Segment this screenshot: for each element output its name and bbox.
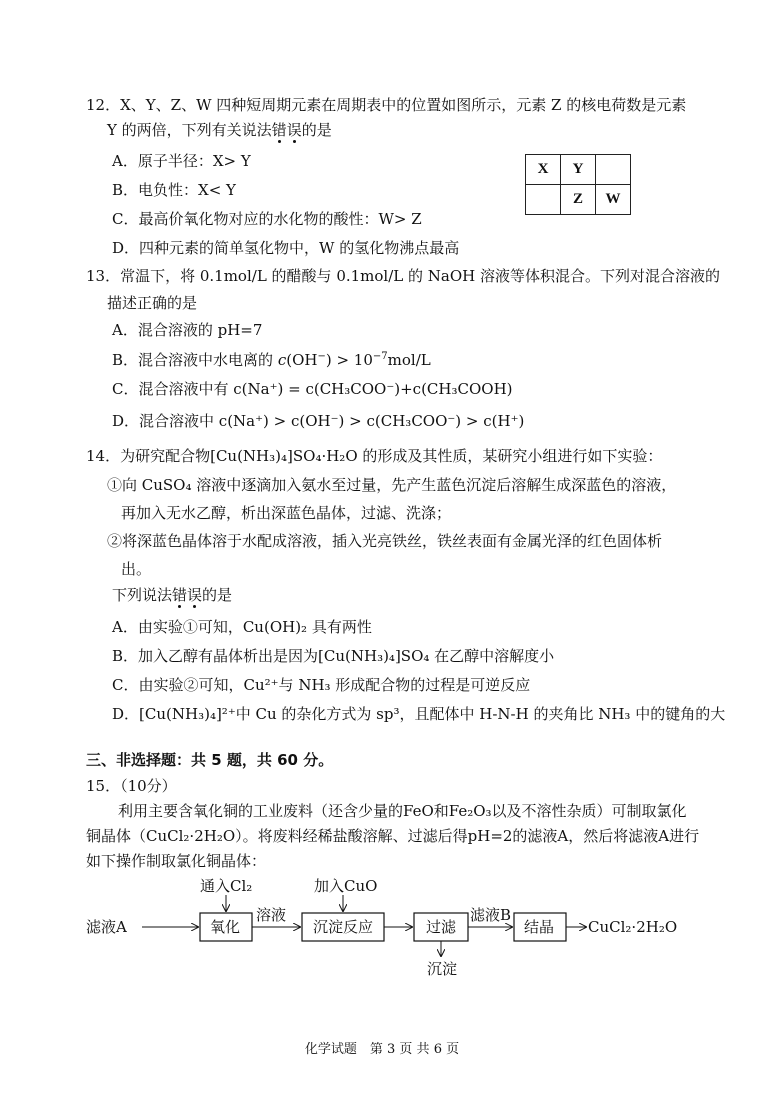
q12-option-b: B．电负性：X< Y: [112, 181, 236, 199]
q13-option-c: C．混合溶液中有 c(Na⁺) = c(CH₃COO⁻)+c(CH₃COOH): [112, 380, 513, 398]
cell-empty-1: [596, 155, 631, 185]
q13-b-oh: (OH: [286, 351, 318, 369]
q14-option-b: B．加入乙醇有晶体析出是因为[Cu(NH₃)₄]SO₄ 在乙醇中溶解度小: [112, 647, 555, 665]
q13-option-b: [112, 347, 431, 370]
q12-option-d: D．四种元素的简单氢化物中，W 的氢化物沸点最高: [112, 239, 460, 257]
cell-w: W: [596, 185, 631, 215]
q14-exp1-line2: 再加入无水乙醇，析出深蓝色晶体，过滤、洗涤；: [121, 504, 452, 522]
q13-option-d: D．混合溶液中 c(Na⁺) > c(OH⁻) > c(CH₃COO⁻) > c(H⁺): [112, 412, 525, 430]
cell-y: Y: [561, 155, 596, 185]
flow-input-cuo: 加入CuO: [314, 877, 378, 895]
flow-input-cl2: 通入Cl₂: [200, 877, 253, 895]
q13-b-minus: −: [317, 351, 326, 362]
cell-x: X: [526, 155, 561, 185]
q14-option-a: A．由实验①可知，Cu(OH)₂ 具有两性: [112, 618, 372, 636]
page-footer: 化学试题 第 3 页 共 6 页: [304, 1042, 460, 1057]
q14-option-d: D．[Cu(NH₃)₄]²⁺中 Cu 的杂化方式为 sp³，且配体中 H-N-H 的夹角比 NH₃ 中的键角的大: [112, 705, 726, 723]
q13-b-mid: ) > 10: [325, 351, 373, 369]
flow-box-filter-label: 过滤: [426, 918, 457, 936]
q14-option-c: C．由实验②可知，Cu²⁺与 NH₃ 形成配合物的过程是可逆反应: [112, 676, 531, 694]
q12-emphasis-cuo: 错: [271, 121, 287, 139]
q12-stem-line1: 12．X、Y、Z、W 四种短周期元素在周期表中的位置如图所示，元素 Z 的核电荷数是元素: [86, 96, 687, 114]
q12-stem-line2: [107, 120, 332, 140]
q12-option-c: C．最高价氧化物对应的水化物的酸性：W> Z: [112, 210, 422, 228]
flow-mid1-label: 溶液: [256, 906, 287, 924]
process-flow-diagram: [86, 874, 686, 984]
q15-para-line3: 如下操作制取氯化铜晶体：: [86, 852, 267, 870]
q14-ask-post: 的是: [202, 586, 233, 604]
q13-b-post: mol/L: [387, 351, 431, 369]
q13-stem-line2: 描述正确的是: [107, 294, 198, 312]
q12-option-a: A．原子半径：X> Y: [112, 152, 251, 170]
q12-emphasis-wu: 误: [286, 121, 302, 139]
q13-b-c: c: [277, 351, 287, 369]
q15-para-line1: 利用主要含氧化铜的工业废料（还含少量的FeO和Fe₂O₃以及不溶性杂质）可制取氯化: [118, 802, 687, 820]
q14-stem: 14．为研究配合物[Cu(NH₃)₄]SO₄·H₂O 的形成及其性质，某研究小组进行如下实验：: [86, 447, 663, 465]
flow-start-label: 滤液A: [86, 918, 127, 936]
flow-box-oxidize-label: 氧化: [210, 918, 241, 936]
flow-box-crystallize-label: 结晶: [524, 918, 555, 936]
section-heading: 三、非选择题：共 5 题，共 60 分。: [86, 751, 334, 769]
q14-emphasis-cuo: 错: [172, 586, 188, 604]
flow-mid3-label: 滤液B: [470, 906, 512, 924]
q13-b-exp: −7: [372, 351, 388, 362]
q14-emphasis-wu: 误: [187, 586, 203, 604]
cell-empty-2: [526, 185, 561, 215]
q12-stem-post: 的是: [301, 121, 332, 139]
q13-b-pre: B．混合溶液中水电离的: [112, 351, 274, 369]
q14-exp2-line2: 出。: [121, 560, 152, 578]
q14-ask-pre: 下列说法: [112, 586, 173, 604]
flow-product-label: CuCl₂·2H₂O: [588, 918, 678, 936]
q14-exp2-line1: ②将深蓝色晶体溶于水配成溶液，插入光亮铁丝，铁丝表面有金属光泽的红色固体析: [107, 532, 663, 550]
q13-stem-line1: 13．常温下，将 0.1mol/L 的醋酸与 0.1mol/L 的 NaOH 溶液等体积混合。下列对混合溶液的: [86, 267, 720, 285]
q15-number: 15．（10分）: [86, 777, 177, 795]
flow-box-precipitate-label: 沉淀反应: [313, 918, 374, 936]
flow-out3-label: 沉淀: [427, 960, 458, 978]
cell-z: Z: [561, 185, 596, 215]
periodic-table-snippet: [525, 154, 631, 215]
q13-option-a: A．混合溶液的 pH=7: [112, 321, 263, 339]
q15-para-line2: 铜晶体（CuCl₂·2H₂O）。将废料经稀盐酸溶解、过滤后得pH=2的滤液A，然后将滤液A进行: [86, 827, 700, 845]
q14-ask: [112, 585, 232, 605]
q12-stem-pre: Y 的两倍，下列有关说法: [107, 121, 272, 139]
q14-exp1-line1: ①向 CuSO₄ 溶液中逐滴加入氨水至过量，先产生蓝色沉淀后溶解生成深蓝色的溶液，: [107, 476, 677, 494]
